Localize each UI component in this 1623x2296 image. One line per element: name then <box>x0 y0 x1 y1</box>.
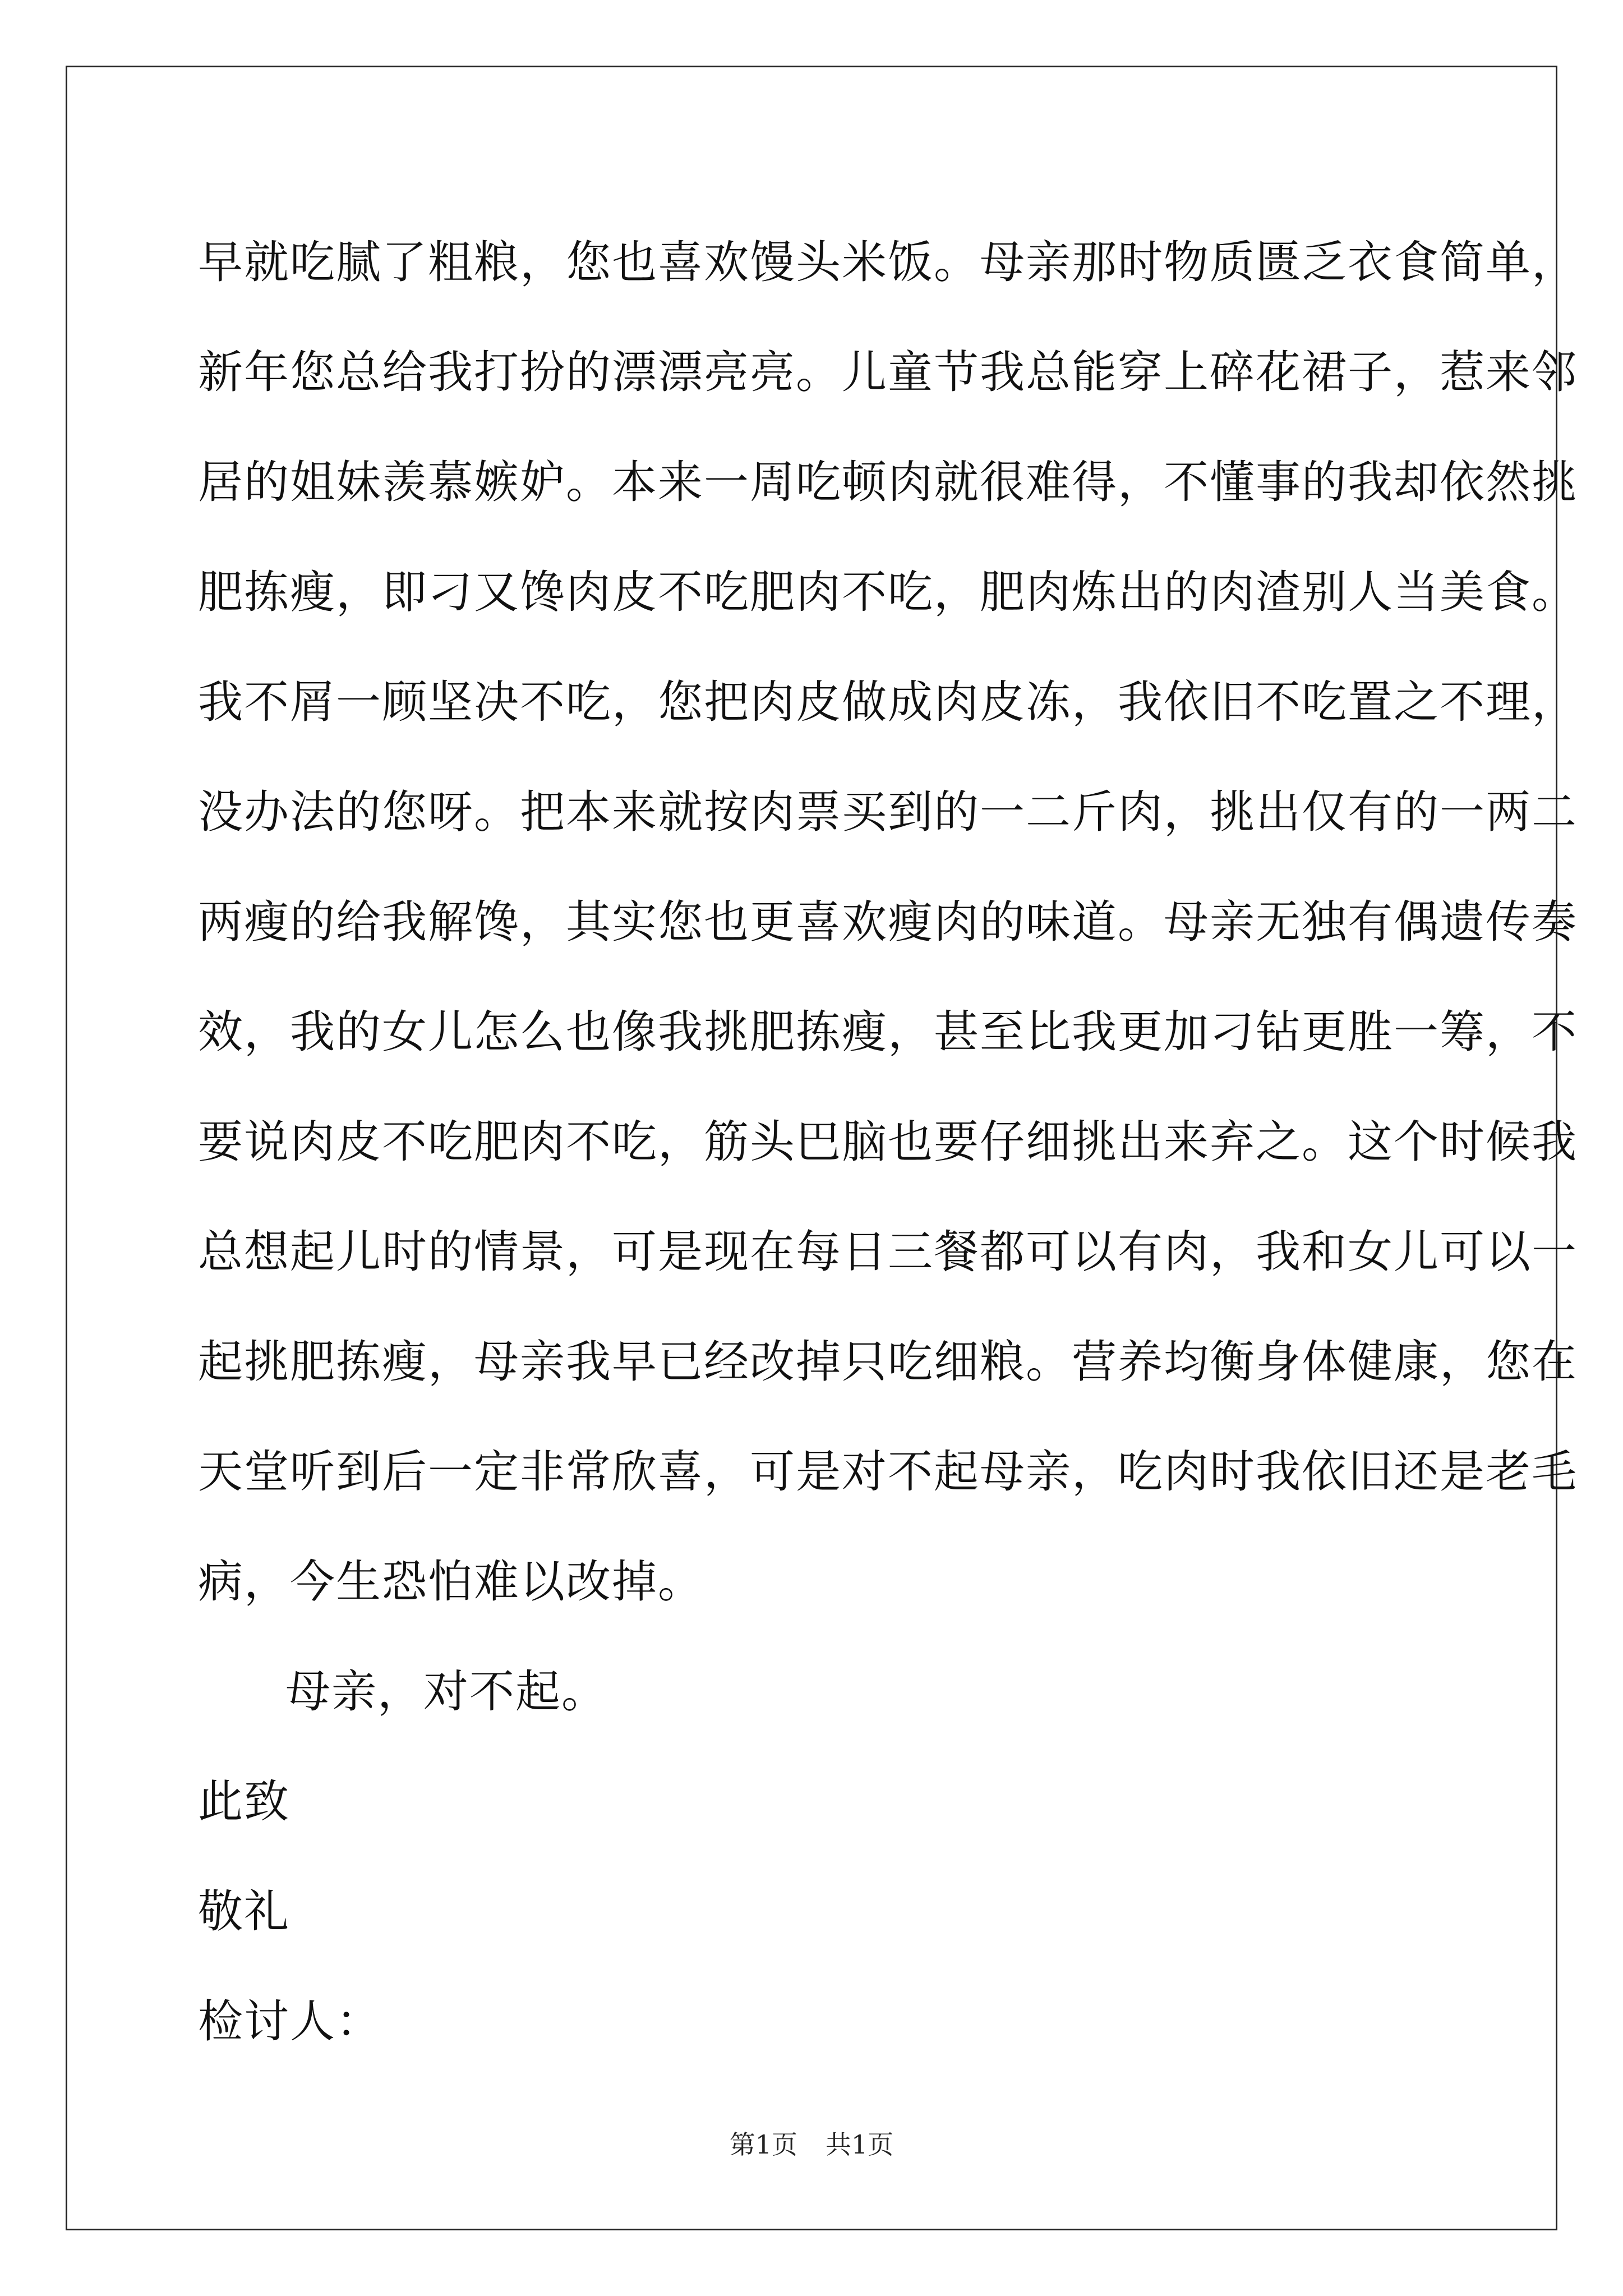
page-footer <box>0 2128 1623 2161</box>
salutation-line-1: 此致 <box>198 1775 290 1828</box>
body-line-2: 新年您总给我打扮的漂漂亮亮。儿童节我总能穿上碎花裙子，惹来邻 <box>198 346 1578 398</box>
page-number-total: 共1页 <box>826 2129 894 2160</box>
body-line-10: 总想起儿时的情景，可是现在每日三餐都可以有肉，我和女儿可以一 <box>198 1226 1578 1278</box>
body-line-13: 病，今生恐怕难以改掉。 <box>198 1556 704 1608</box>
salutation-line-2: 敬礼 <box>198 1885 290 1938</box>
body-line-8: 效，我的女儿怎么也像我挑肥拣瘦，甚至比我更加刁钻更胜一筹，不 <box>198 1006 1578 1058</box>
page-number-current: 第1页 <box>729 2129 797 2160</box>
body-line-3: 居的姐妹羡慕嫉妒。本来一周吃顿肉就很难得，不懂事的我却依然挑 <box>198 456 1578 508</box>
signature-label: 检讨人： <box>198 1995 382 2047</box>
document-body <box>198 208 1578 2077</box>
body-line-11: 起挑肥拣瘦，母亲我早已经改掉只吃细粮。营养均衡身体健康，您在 <box>198 1336 1578 1388</box>
body-line-12: 天堂听到后一定非常欣喜，可是对不起母亲，吃肉时我依旧还是老毛 <box>198 1446 1578 1498</box>
body-line-5: 我不屑一顾坚决不吃，您把肉皮做成肉皮冻，我依旧不吃置之不理， <box>198 676 1578 728</box>
closing-paragraph: 母亲，对不起。 <box>285 1665 607 1718</box>
body-line-1: 早就吃腻了粗粮，您也喜欢馒头米饭。母亲那时物质匮乏衣食简单， <box>198 236 1578 288</box>
body-line-9: 要说肉皮不吃肥肉不吃，筋头巴脑也要仔细挑出来弃之。这个时候我 <box>198 1116 1578 1168</box>
body-line-7: 两瘦的给我解馋，其实您也更喜欢瘦肉的味道。母亲无独有偶遗传奏 <box>198 896 1578 948</box>
body-line-6: 没办法的您呀。把本来就按肉票买到的一二斤肉，挑出仅有的一两二 <box>198 786 1578 838</box>
body-line-4: 肥拣瘦，即刁又馋肉皮不吃肥肉不吃，肥肉炼出的肉渣别人当美食。 <box>198 566 1578 618</box>
